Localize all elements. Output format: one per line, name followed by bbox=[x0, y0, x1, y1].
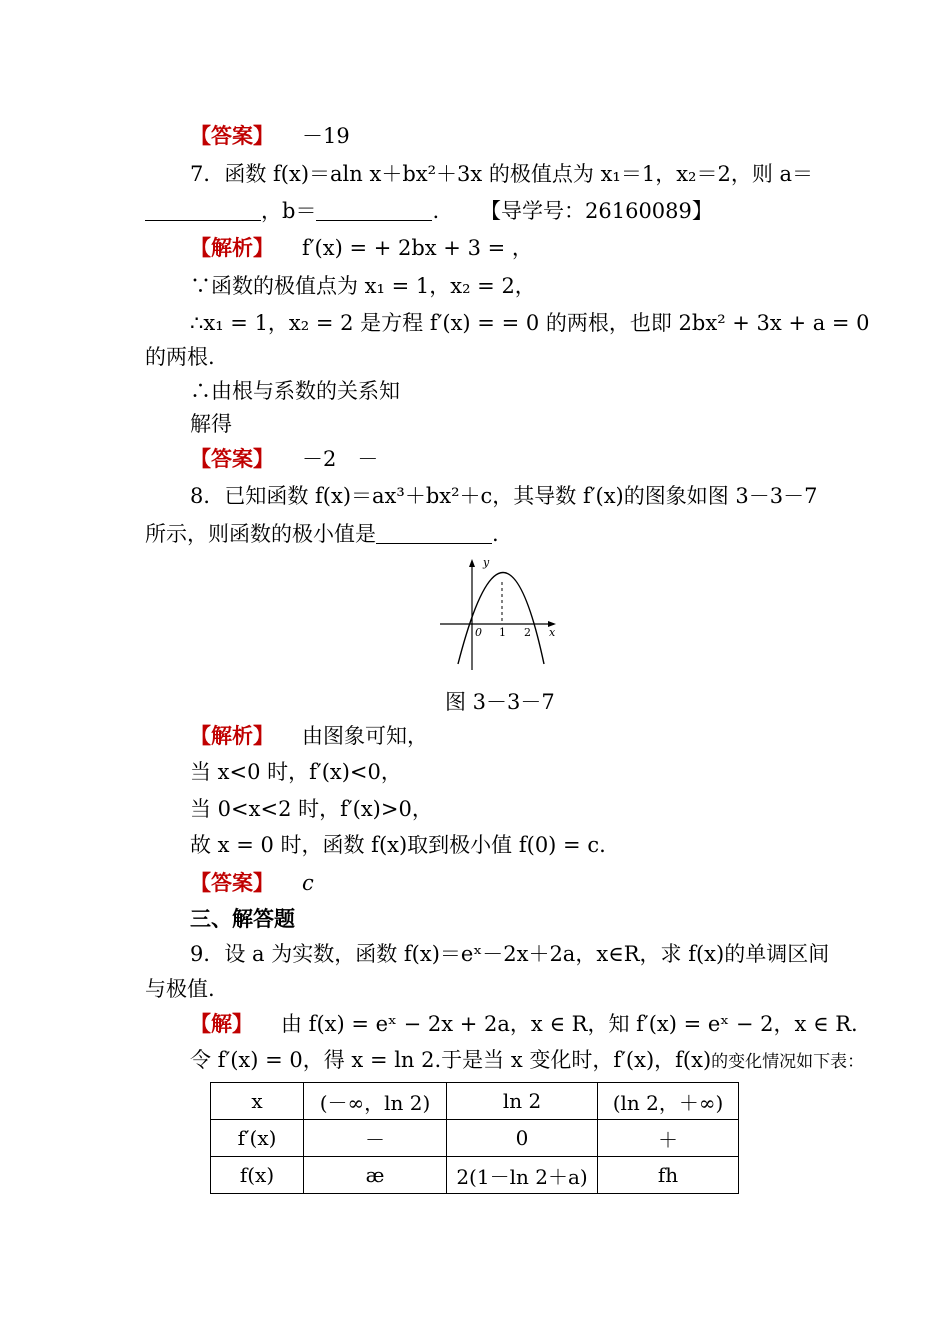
tick-label-1: 1 bbox=[499, 626, 506, 639]
derivative-graph bbox=[438, 556, 558, 674]
solution-tag: 【解】 bbox=[190, 1012, 253, 1036]
table-cell: (ln 2，＋∞) bbox=[598, 1083, 739, 1120]
answer-blank-b bbox=[316, 200, 432, 221]
section-heading: 三、解答题 bbox=[190, 906, 295, 931]
answer-value: －19 bbox=[302, 124, 350, 148]
x-axis-label: x bbox=[549, 626, 556, 639]
solution-9-line-2 bbox=[190, 1046, 864, 1076]
analysis-tag: 【解析】 bbox=[190, 724, 274, 748]
analysis-7-line-2: ∵函数的极值点为 x₁ = 1，x₂ = 2， bbox=[190, 274, 536, 298]
question-9-line-1: 9．设 a 为实数，函数 f(x)＝eˣ－2x＋2a，x∈R，求 f(x)的单调区间 bbox=[190, 942, 830, 966]
table-cell: (－∞，ln 2) bbox=[304, 1083, 447, 1120]
analysis-8-line-1 bbox=[190, 722, 428, 750]
analysis-8-line-3: 当 0<x<2 时，f′(x)>0， bbox=[190, 797, 433, 821]
answer-blank-a bbox=[145, 200, 261, 221]
answer-6 bbox=[190, 122, 350, 150]
table-row bbox=[211, 1157, 739, 1194]
table-cell: f(x) bbox=[211, 1157, 304, 1194]
variation-table bbox=[210, 1082, 739, 1194]
guide-number: 【导学号：26160089】 bbox=[480, 199, 713, 223]
question-9-line-2: 与极值. bbox=[145, 977, 215, 1001]
parabola-curve bbox=[458, 573, 544, 665]
tick-label-2: 2 bbox=[524, 626, 531, 639]
analysis-7-line-4: 的两根. bbox=[145, 345, 215, 369]
question-7-line-2 bbox=[145, 197, 439, 225]
question-text: 所示，则函数的极小值是 bbox=[145, 522, 376, 546]
answer-7 bbox=[190, 445, 378, 473]
question-7-line-1: 7．函数 f(x)＝aln x＋bx²＋3x 的极值点为 x₁＝1，x₂＝2，则 a＝ bbox=[190, 162, 814, 186]
table-cell: ln 2 bbox=[447, 1083, 598, 1120]
period: . bbox=[432, 199, 440, 223]
table-cell: － bbox=[304, 1120, 447, 1157]
analysis-8-line-4: 故 x = 0 时，函数 f(x)取到极小值 f(0) = c. bbox=[190, 833, 606, 857]
analysis-text: f′(x) = + 2bx + 3 = ， bbox=[302, 236, 533, 260]
answer-blank bbox=[376, 523, 492, 544]
period: . bbox=[492, 522, 499, 546]
table-cell: fh bbox=[598, 1157, 739, 1194]
answer-8 bbox=[190, 869, 314, 897]
answer-tag: 【答案】 bbox=[190, 871, 274, 895]
table-cell: 2(1－ln 2＋a) bbox=[447, 1157, 598, 1194]
table-cell: æ bbox=[304, 1157, 447, 1194]
analysis-tag: 【解析】 bbox=[190, 236, 274, 260]
table-cell: ＋ bbox=[598, 1120, 739, 1157]
analysis-8-line-2: 当 x<0 时，f′(x)<0， bbox=[190, 760, 402, 784]
question-8-line-2 bbox=[145, 520, 499, 548]
figure-caption: 图 3－3－7 bbox=[445, 690, 555, 714]
y-axis-arrow bbox=[469, 559, 475, 567]
question-8-line-1: 8．已知函数 f(x)＝ax³＋bx²＋c，其导数 f′(x)的图象如图 3－3－7 bbox=[190, 484, 818, 508]
table-row bbox=[211, 1120, 739, 1157]
solution-text-small: 的变化情况如下表： bbox=[711, 1052, 865, 1072]
blank-separator: ，b＝ bbox=[261, 199, 317, 223]
answer-value: c bbox=[302, 871, 314, 895]
analysis-text: 由图象可知， bbox=[302, 724, 428, 748]
analysis-7-line-3: ∴x₁ = 1，x₂ = 2 是方程 f′(x) = = 0 的两根，也即 2bx² + 3x + a = 0 bbox=[190, 311, 870, 335]
analysis-7-line-6: 解得 bbox=[190, 412, 232, 436]
table-cell: 0 bbox=[447, 1120, 598, 1157]
origin-label: 0 bbox=[475, 626, 482, 639]
solution-9-line-1 bbox=[190, 1010, 858, 1038]
analysis-7-line-5: ∴由根与系数的关系知 bbox=[190, 379, 400, 403]
solution-text: 令 f′(x) = 0，得 x = ln 2.于是当 x 变化时，f′(x)，f(x) bbox=[190, 1048, 712, 1072]
answer-value: －2 － bbox=[302, 447, 379, 471]
analysis-7-line-1 bbox=[190, 234, 533, 262]
y-axis-label: y bbox=[483, 556, 490, 569]
answer-tag: 【答案】 bbox=[190, 124, 274, 148]
answer-tag: 【答案】 bbox=[190, 447, 274, 471]
table-cell: x bbox=[211, 1083, 304, 1120]
table-cell: f′(x) bbox=[211, 1120, 304, 1157]
solution-text: 由 f(x) = eˣ − 2x + 2a，x ∈ R，知 f′(x) = eˣ − 2，x ∈ R. bbox=[281, 1012, 858, 1036]
table-row bbox=[211, 1083, 739, 1120]
